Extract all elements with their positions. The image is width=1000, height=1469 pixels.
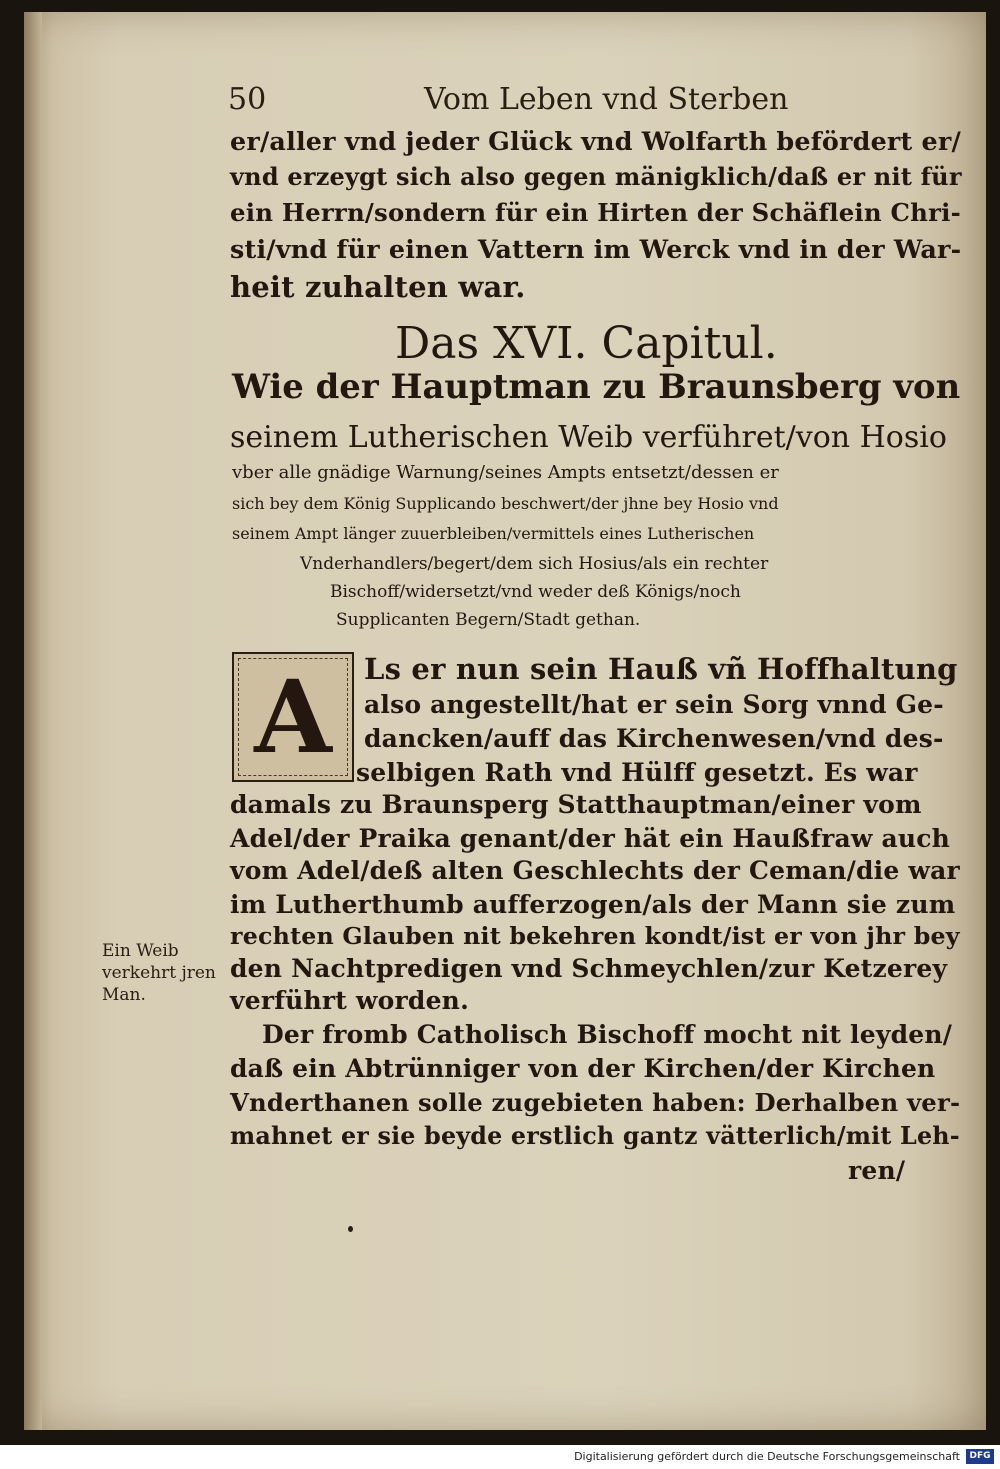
chapter-heading-line: Wie der Hauptman zu Braunsberg von — [232, 366, 961, 406]
body-line-catchword: ren/ — [848, 1156, 906, 1185]
marginal-note-line: Man. — [102, 985, 146, 1005]
marginal-note-line: verkehrt jren — [102, 963, 216, 983]
top-paragraph-line: er/aller vnd jeder Glück vnd Wolfarth befördert er/ — [230, 126, 961, 156]
ink-speck — [348, 1226, 353, 1232]
body-line: Der fromb Catholisch Bischoff mocht nit leyden/ — [262, 1020, 953, 1049]
marginal-note-line: Ein Weib — [102, 941, 179, 961]
chapter-heading-line: vber alle gnädige Warnung/seines Ampts entsetzt/dessen er — [232, 462, 779, 483]
running-title: Vom Leben vnd Sterben — [424, 82, 789, 117]
body-line: rechten Glauben nit bekehren kondt/ist er von jhr bey — [230, 922, 960, 950]
chapter-heading-line: Vnderhandlers/begert/dem sich Hosius/als ein rechter — [300, 554, 769, 574]
footer-bar — [0, 1445, 1000, 1469]
body-line: Vnderthanen solle zugebieten haben: Derhalben ver- — [230, 1088, 961, 1117]
chapter-title: Das XVI. Capitul. — [395, 318, 778, 369]
body-line: selbigen Rath vnd Hülff gesetzt. Es war — [356, 758, 918, 787]
body-line: Ls er nun sein Hauß vñ Hoffhaltung — [364, 652, 958, 686]
chapter-heading-line: seinem Lutherischen Weib verführet/von Hosio — [230, 420, 947, 455]
page-number: 50 — [228, 82, 267, 117]
body-line: im Lutherthumb aufferzogen/als der Mann sie zum — [230, 890, 956, 919]
marginal-note — [102, 940, 232, 1006]
body-line: den Nachtpredigen vnd Schmeychlen/zur Ketzerey — [230, 954, 948, 983]
drop-cap-letter: A — [254, 658, 332, 776]
top-paragraph-line: vnd erzeygt sich also gegen mänigklich/daß er nit für — [230, 162, 962, 191]
body-line: daß ein Abtrünniger von der Kirchen/der Kirchen — [230, 1054, 936, 1083]
digitization-credit: Digitalisierung gefördert durch die Deutsche Forschungsgemeinschaft — [574, 1450, 960, 1463]
running-head — [228, 82, 918, 122]
chapter-heading-line: seinem Ampt länger zuuerbleiben/vermittels eines Lutherischen — [232, 524, 755, 543]
drop-cap-initial — [232, 652, 354, 782]
page-gutter-shadow — [24, 12, 42, 1430]
dfg-logo-icon: DFG — [966, 1449, 994, 1464]
body-line: mahnet er sie beyde erstlich gantz vätterlich/mit Leh- — [230, 1122, 960, 1150]
top-paragraph-line: sti/vnd für einen Vattern im Werck vnd in der War- — [230, 234, 962, 264]
chapter-heading-line: Bischoff/widersetzt/vnd weder deß Königs/noch — [330, 582, 741, 602]
chapter-heading-line: Supplicanten Begern/Stadt gethan. — [336, 610, 641, 630]
body-line: Adel/der Praika genant/der hät ein Haußfraw auch — [230, 824, 951, 853]
chapter-heading-line: sich bey dem König Supplicando beschwert/der jhne bey Hosio vnd — [232, 494, 779, 513]
top-paragraph-line: heit zuhalten war. — [230, 270, 526, 304]
body-line: vom Adel/deß alten Geschlechts der Ceman/die war — [230, 856, 960, 885]
body-line: verführt worden. — [230, 986, 469, 1015]
body-line: also angestellt/hat er sein Sorg vnnd Ge- — [364, 690, 944, 719]
top-paragraph-line: ein Herrn/sondern für ein Hirten der Schäflein Chri- — [230, 198, 961, 227]
body-line: dancken/auff das Kirchenwesen/vnd des- — [364, 724, 944, 753]
body-line: damals zu Braunsperg Statthauptman/einer vom — [230, 790, 922, 819]
